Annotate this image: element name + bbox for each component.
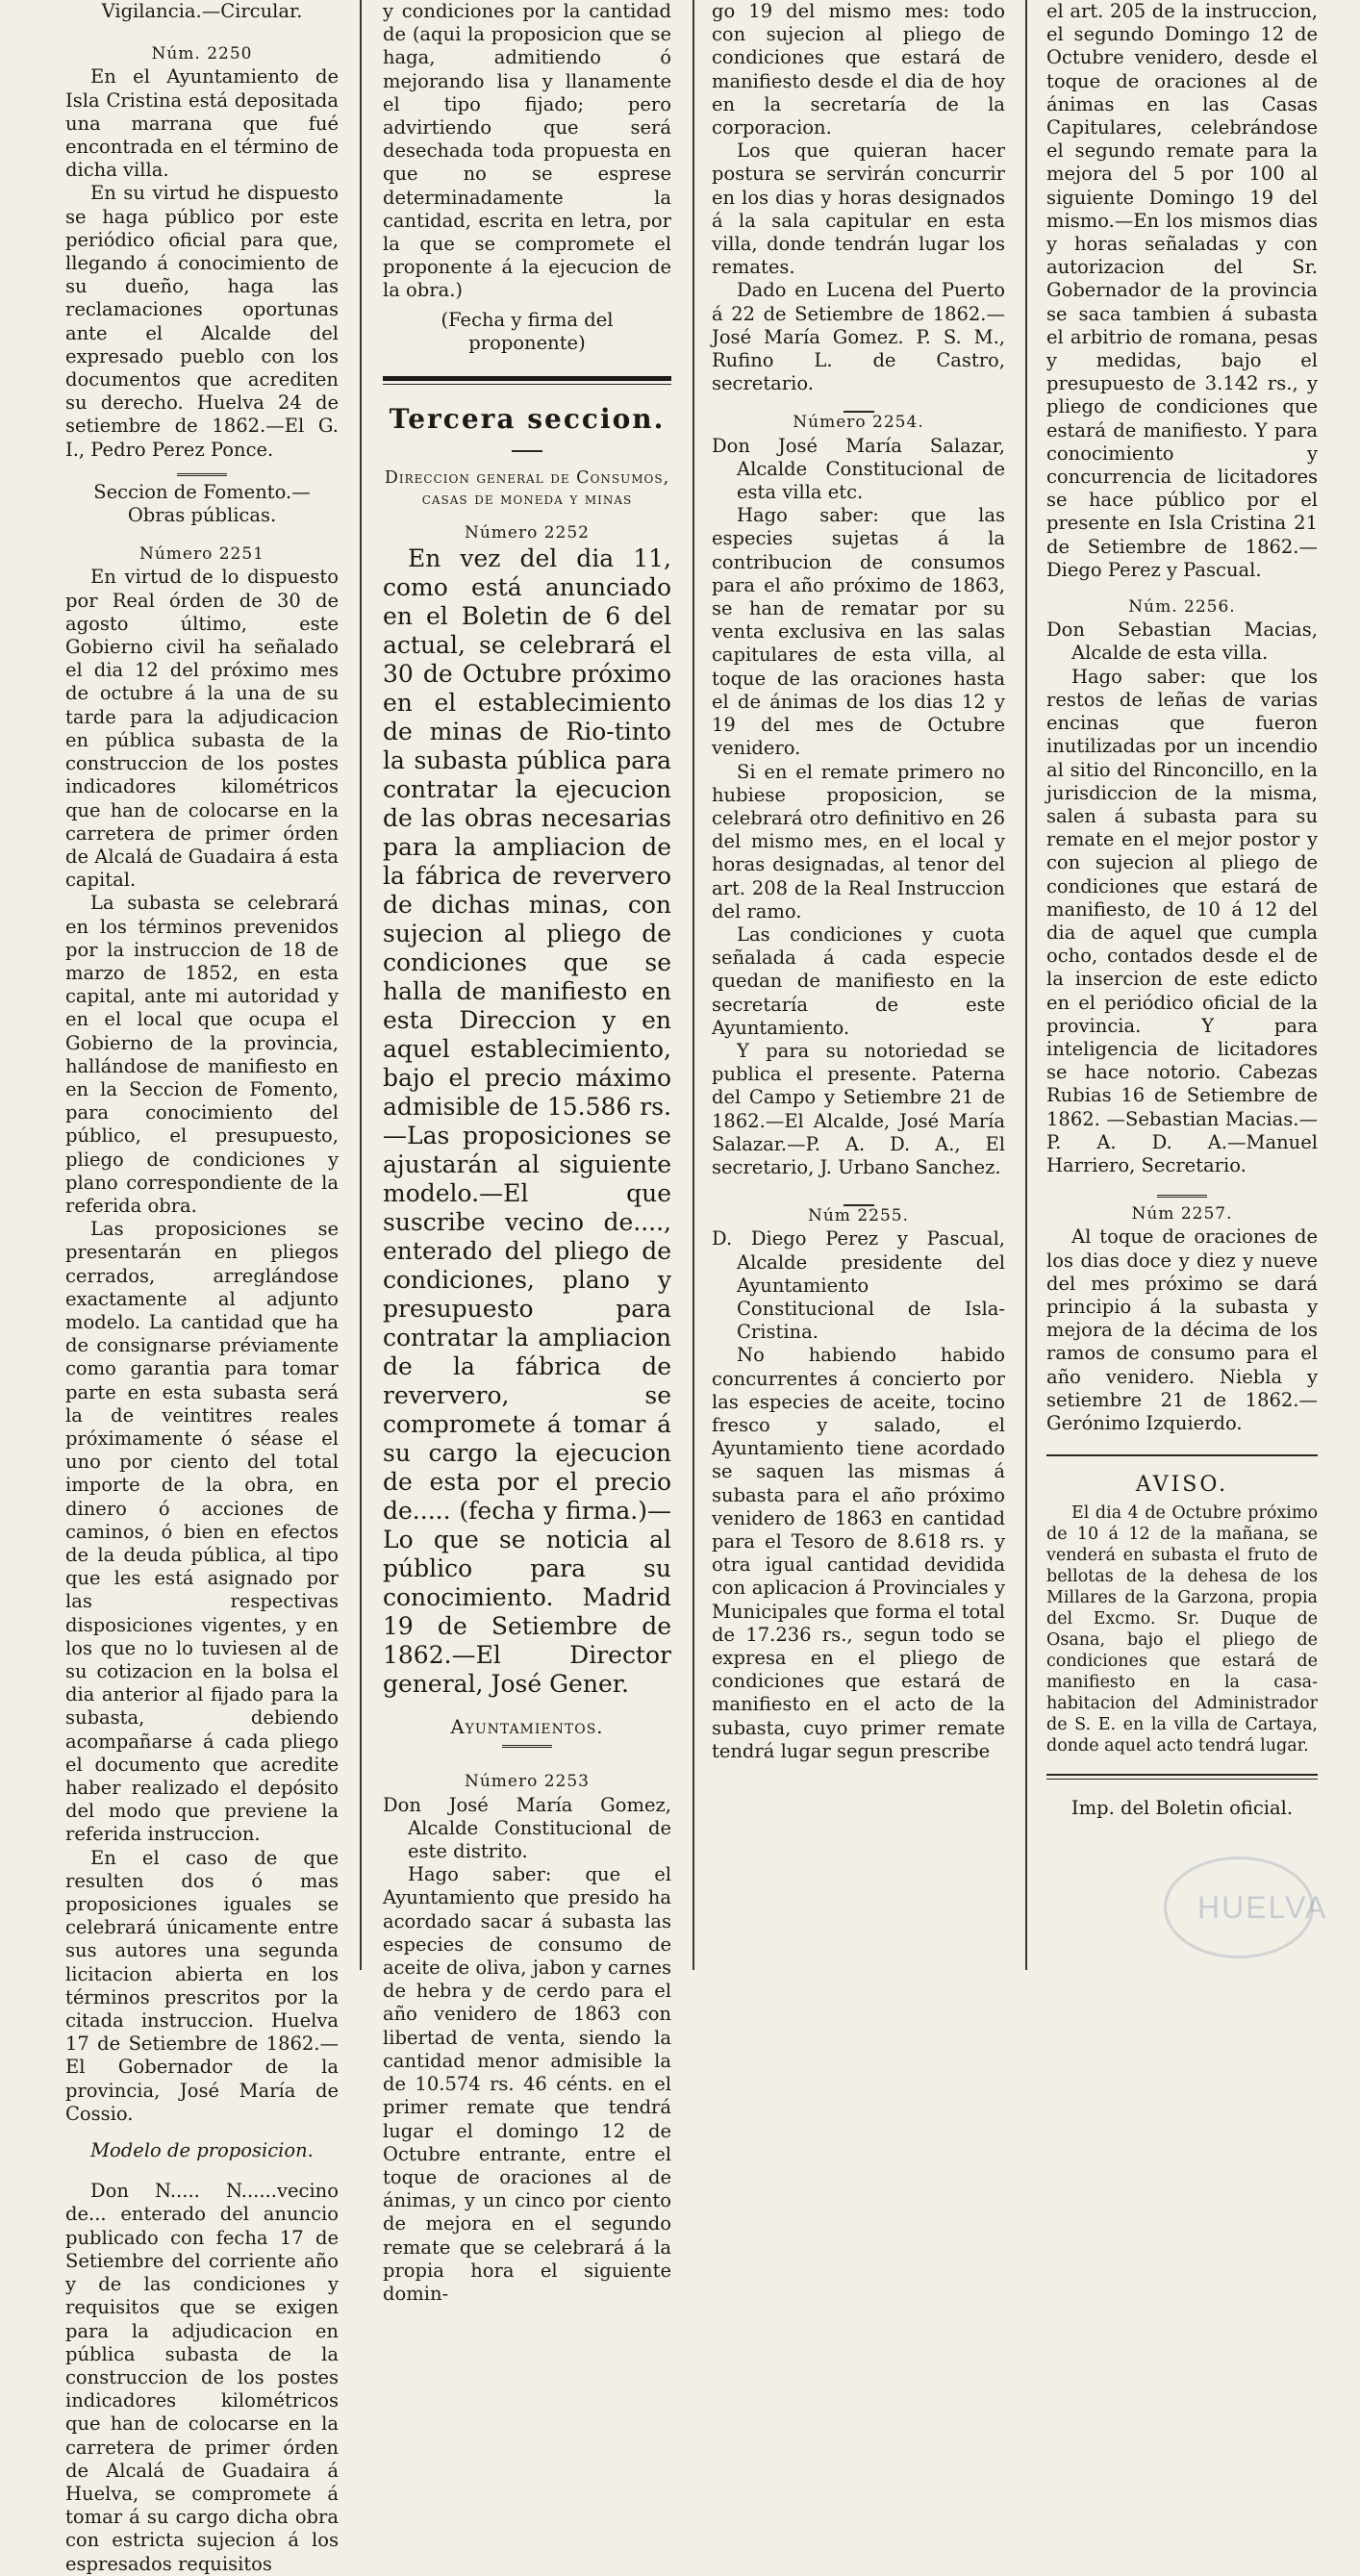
notice-paragraph: Dado en Lucena del Puerto á 22 de Setiembre de 1862.—José María Gomez. P. S. M., Rufino L. de Castro, secretario.	[712, 279, 1005, 395]
notice-paragraph: Si en el remate primero no hubiese proposicion, se celebrará otro definitivo en 26 del mismo mes, en el local y horas designadas, al tenor del art. 208 de la Real Instruccion del ramo.	[712, 760, 1005, 922]
notice-heading: D. Diego Perez y Pascual, Alcalde presidente del Ayuntamiento Constitucional de Isla-Cristina.	[712, 1227, 1005, 1344]
model-heading: Modelo de proposicion.	[90, 2139, 314, 2162]
notice-number: Número 2252	[464, 523, 591, 543]
notice-paragraph: En el Ayuntamiento de Isla Cristina está depositada una marrana que fué encontrada en el término de dicha villa.	[65, 65, 339, 182]
section-heading: Ayuntamientos.	[450, 1716, 604, 1739]
divider	[1046, 1779, 1318, 1780]
notice-paragraph: go 19 del mismo mes: todo con sujecion al pliego de condiciones que estará de manifiesto desde el dia de hoy en la secretaría de la corporacion.	[712, 0, 1005, 139]
divider	[1046, 1189, 1318, 1202]
divider	[383, 384, 671, 385]
section-title: Tercera seccion.	[389, 403, 666, 436]
notice-number: Número 2254.	[793, 413, 924, 433]
notice-paragraph: En el caso de que resulten dos ó mas proposiciones iguales se celebrará únicamente entre sus autores una segunda licitacion abierta en los términos prescritos por la citada instruccion. Huelva 17 de Setiembre de 1862.—El Gobernador de la provincia, José María de Cossio.	[65, 1846, 339, 2125]
divider	[1046, 1454, 1318, 1456]
column-rule	[360, 0, 362, 1970]
column-1	[65, 0, 339, 2575]
department-heading: Direccion general de Consumos, casas de moneda y minas	[384, 468, 670, 510]
divider	[712, 399, 1005, 411]
divider	[1046, 1774, 1318, 1776]
notice-title: AVISO.	[1135, 1473, 1229, 1498]
notice-paragraph: En virtud de lo dispuesto por Real órden de 30 de agosto último, este Gobierno civil ha señalado el dia 12 del próximo mes de octubre á la una de su tarde para la adjudicacion en pública subasta de la construccion de los postes indicadores kilométricos que han de colocarse en la carretera de primer órden de Alcalá de Guadaira á esta capital.	[65, 566, 339, 892]
divider	[383, 376, 671, 381]
column-4	[1046, 0, 1318, 1970]
notice-heading: Don Sebastian Macias, Alcalde de esta villa.	[1046, 619, 1318, 665]
notice-number: Núm. 2256.	[1128, 597, 1236, 618]
column-2	[383, 0, 671, 2305]
notice-paragraph: y condiciones por la cantidad de (aqui la proposicion que se haga, admitiendo ó mejorando lisa y llanamente el tipo fijado; pero advirtiendo que será desechada toda propuesta en que no se esprese determinadamente la cantidad, escrita en letra, por la que se compromete el proponente á la ejecucion de la obra.)	[383, 0, 671, 302]
notice-paragraph: Y para su notoriedad se publica el presente. Paterna del Campo y Setiembre 21 de 1862.—El Alcalde, José María Salazar.—P. A. D. A., El secretario, J. Urbano Sanchez.	[712, 1039, 1005, 1178]
stamp-text: HUELVA	[1197, 1890, 1328, 1925]
column-rule	[693, 0, 694, 1970]
divider	[712, 1193, 1005, 1204]
notice-paragraph: En su virtud he dispuesto se haga público por este periódico oficial para que, llegando á conocimiento de su dueño, haga las reclamaciones oportunas ante el Alcalde del expresado pueblo con los documentos que acrediten su derecho. Huelva 24 de setiembre de 1862.—El G. I., Pedro Perez Ponce.	[65, 182, 339, 461]
notice-number: Núm 2255.	[807, 1206, 909, 1226]
notice-heading: Don José María Salazar, Alcalde Constitucional de esta villa etc.	[712, 434, 1005, 504]
notice-number: Núm. 2250	[151, 44, 253, 64]
notice-paragraph: Al toque de oraciones de los dias doce y diez y nueve del mes próximo se dará principio á la subasta y mejora de la décima de los ramos de consumo para el año venidero. Niebla y setiembre 21 de 1862.—Gerónimo Izquierdo.	[1046, 1225, 1318, 1434]
printer-imprint: Imp. del Boletin oficial.	[1070, 1797, 1294, 1820]
notice-paragraph: No habiendo habido concurrentes á concierto por las especies de aceite, tocino fresco y salado, el Ayuntamiento tiene acordado se saquen las mismas á subasta para el año próximo venidero de 1863 en cantidad para el Tesoro de 8.618 rs. y otra igual cantidad devidida con aplicacion á Provinciales y Municipales que forma el total de 17.236 rs., segun todo se expresa en el pliego de condiciones que estará de manifiesto en el acto de la subasta, cuyo primer remate tendrá lugar segun prescribe	[712, 1344, 1005, 1762]
notice-paragraph: Hago saber: que las especies sujetas á la contribucion de consumos para el año próximo de 1863, se han de rematar por su venta exclusiva en las salas capitulares de esta villa, al toque de las oraciones hasta el de ánimas de los dias 12 y 19 del mes de Octubre venidero.	[712, 504, 1005, 760]
notice-paragraph: En vez del dia 11, como está anunciado en el Boletin de 6 del actual, se celebrará el 30 de Octubre próximo en el establecimiento de minas de Rio-tinto la subasta pública para contratar la ejecucion de las obras necesarias para la ampliacion de la fábrica de reververo de dichas minas, con sujecion al pliego de condiciones que se halla de manifiesto en esta Direccion y en aquel establecimiento, bajo el precio máximo admisible de 15.586 rs.—Las proposiciones se ajustarán al siguiente modelo.—El que suscribe vecino de...., enterado del pliego de condiciones, plano y presupuesto para contratar la ampliacion de la fábrica de reververo, se compromete á tomar á su cargo la ejecucion de esta por el precio de..... (fecha y firma.)—Lo que se noticia al público para su conocimiento. Madrid 19 de Setiembre de 1862.—El Director general, José Gener.	[383, 544, 671, 1699]
notice-paragraph: La subasta se celebrará en los términos prevenidos por la instruccion de 18 de marzo de 1852, en esta capital, ante mi autoridad y en el local que ocupa el Gobierno de la provincia, hallándose de manifiesto en en la Seccion de Fomento, para conocimiento del público, el presupuesto, pliego de condiciones y plano correspondiente de la referida obra.	[65, 892, 339, 1217]
divider	[383, 439, 671, 450]
column-rule	[1025, 0, 1027, 1970]
signature-line: (Fecha y firma del proponente)	[441, 308, 614, 354]
notice-paragraph: Hago saber: que el Ayuntamiento que presido ha acordado sacar á subasta las especies de consumo de aceite de oliva, jabon y carnes de hebra y de cerdo para el año venidero de 1863 con libertad de venta, siendo la cantidad menor admisible la de 10.574 rs. 46 cénts. en el primer remate que tendrá lugar el domingo 12 de Octubre entrante, entre el toque de oraciones al de ánimas, y un cinco por ciento de mejora en el segundo remate que se celebrará á la propia hora el siguiente domin-	[383, 1863, 671, 2305]
notice-paragraph: Don N..... N......vecino de... enterado del anuncio publicado con fecha 17 de Setiembre del corriente año y de las condiciones y requisitos que se exigen para la adjudicacion en pública subasta de la construccion de los postes indicadores kilométricos que han de colocarse en la carretera de primer órden de Alcalá de Guadaira á Huelva, se compromete á tomar á su cargo dicha obra con estricta sujecion á los espresados requisitos	[65, 2180, 339, 2575]
section-heading: Seccion de Fomento.—Obras públicas.	[93, 480, 311, 527]
notice-paragraph: Las proposiciones se presentarán en pliegos cerrados, arreglándose exactamente al adjunto modelo. La cantidad que ha de consignarse préviamente como garantia para tomar parte en esta subasta será la de veintitres reales próximamente ó séase el uno por ciento del total importe de la obra, en dinero ó acciones de caminos, ó bien en efectos de la deuda pública, al tipo que les está asignado por las respectivas disposiciones vigentes, y en los que no lo tuviesen al de su cotizacion en la bolsa el dia anterior al fijado para la subasta, debiendo acompañarse á cada pliego el documento que acredite haber realizado el depósito del modo que previene la referida instruccion.	[65, 1218, 339, 1846]
column-3	[712, 0, 1005, 1970]
notice-paragraph: Los que quieran hacer postura se servirán concurrir en los dias y horas designados á la sala capitular en esta villa, donde tendrán lugar los remates.	[712, 139, 1005, 279]
divider	[383, 1739, 671, 1753]
notice-paragraph: El dia 4 de Octubre próximo de 10 á 12 de la mañana, se venderá en subasta el fruto de bellotas de la dehesa de los Millares de la Garzona, propia del Excmo. Sr. Duque de Osana, bajo el pliego de condiciones que estará de manifiesto en la casa-habitacion del Administrador de S. E. en la villa de Cartaya, donde aquel acto tendrá lugar.	[1046, 1503, 1318, 1756]
notice-number: Número 2253	[464, 1772, 591, 1792]
divider	[65, 467, 339, 481]
notice-paragraph: Las condiciones y cuota señalada á cada especie quedan de manifiesto en la secretaría de este Ayuntamiento.	[712, 922, 1005, 1039]
notice-number: Núm 2257.	[1131, 1204, 1233, 1225]
notice-number: Número 2251	[139, 544, 265, 565]
notice-paragraph: el art. 205 de la instruccion, el segundo Domingo 12 de Octubre venidero, desde el toque de oraciones al de ánimas en las Casas Capitulares, celebrándose el segundo remate para la mejora del 5 por 100 al siguiente Domingo 19 del mismo.—En los mismos dias y horas señaladas y con autorizacion del Sr. Gobernador de la provincia se saca tambien á subasta el arbitrio de romana, pesas y medidas, bajo el presupuesto de 3.142 rs., y pliego de condiciones que estará de manifiesto. Y para conocimiento y concurrencia de licitadores se hace público por el presente en Isla Cristina 21 de Setiembre de 1862.—Diego Perez y Pascual.	[1046, 0, 1318, 581]
notice-paragraph: Hago saber: que los restos de leñas de varias encinas que fueron inutilizadas por un incendio al sitio del Rinconcillo, en la jurisdiccion de la misma, salen á subasta para su remate en el mejor postor y con sujecion al pliego de condiciones que estará de manifiesto, de 10 á 12 del dia de aquel que cumpla ocho, contados desde el de la insercion de este edicto en el periódico oficial de la provincia. Y para inteligencia de licitadores se hace notorio. Cabezas Rubias 16 de Setiembre de 1862. —Sebastian Macias.—P. A. D. A.—Manuel Harriero, Secretario.	[1046, 665, 1318, 1176]
notice-heading: Don José María Gomez, Alcalde Constitucional de este distrito.	[383, 1793, 671, 1863]
section-heading: Vigilancia.—Circular.	[101, 0, 303, 22]
